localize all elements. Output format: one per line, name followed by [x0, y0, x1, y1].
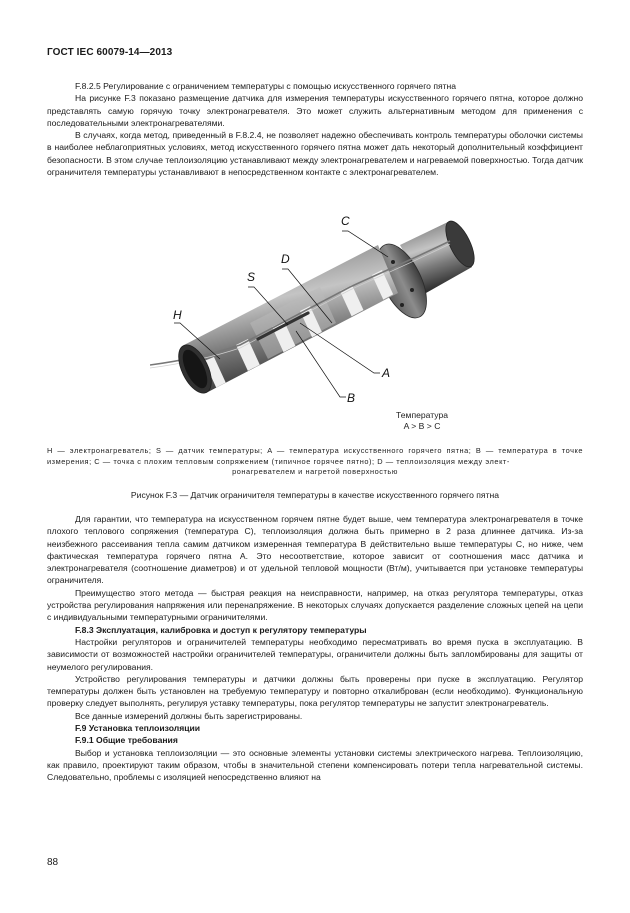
temperature-title: Температура	[396, 410, 449, 420]
paragraph: F.8.2.5 Регулирование с ограничением температуры с помощью искусственного горячего пятна	[75, 81, 457, 91]
paragraph: В случаях, когда метод, приведенный в F.8.2.4, не позволяет надежно обеспечивать контроль температуры оболочки системы в наиболее неблагоприятных условиях, метод искусственного горячего пятна может дать некоторый дополнительный коэффициент безопасности. В этом случае теплоизоляцию устанавливают между электронагревателем и нагреваемой поверхностью. Тогда датчик ограничителя температуры устанавливают в непосредственном контакте с электронагревателем.	[47, 130, 584, 178]
figure-caption: Рисунок F.3 — Датчик ограничителя температуры в качестве искусственного горячего пятна	[130, 490, 500, 500]
paragraph: Устройство регулирования температуры и датчики должны быть проверены при пуске в эксплуатацию. Регулятор температуры должен быть установлен на требуемую температуру и повторно откалиброван (если необходимо). Функциональную проверку следует выполнять, регулируя уставку температуры, пока регулятор температуры не запустит электронагреватель.	[47, 673, 583, 709]
label-d: D	[281, 252, 290, 266]
figure-legend	[47, 446, 583, 478]
label-h: H	[173, 308, 182, 322]
section-heading: F.8.3 Эксплуатация, калибровка и доступ к регулятору температуры	[75, 624, 367, 635]
page-number: 88	[47, 857, 59, 868]
flange-bolt	[400, 303, 404, 307]
label-s: S	[247, 270, 256, 284]
text-block-bottom	[47, 513, 583, 784]
flange-bolt	[391, 260, 395, 264]
text-block-top	[47, 80, 583, 178]
label-b: B	[347, 391, 356, 405]
paragraph: Выбор и установка теплоизоляции — это основные элементы установки системы электрического нагрева. Теплоизоляцию, как правило, проектируют таким образом, чтобы в значительной степени компенсировать потери тепла нагревательной системы. Следовательно, проблемы с изоляцией непосредственно влияют на	[47, 747, 583, 783]
paragraph: Настройки регуляторов и ограничителей температуры необходимо пересматривать во время пуска в эксплуатацию. В зависимости от возможностей настройки ограничителей температуры, ограничители должны быть запломбированы для защиты от неумелого регулирования.	[47, 636, 583, 672]
flange-bolt	[410, 288, 414, 292]
label-c: C	[341, 214, 350, 228]
paragraph: Преимущество этого метода — быстрая реакция на неисправности, например, на отказ регулятора температуры, отказ устройства регулирования напряжения или перенапряжение. В некоторых случаях допускается разделение сложных цепей на цепи с индивидуальными температурными ограничителями.	[47, 587, 583, 623]
standard-header: ГОСТ IEC 60079-14—2013	[47, 47, 173, 58]
paragraph: На рисунке F.3 показано размещение датчика для измерения температуры искусственного горячего пятна, которое должно представлять самую горячую точку электронагревателя. Это может служить альтернативным методом для применения с последовательными электронагревателями.	[47, 93, 583, 128]
figure-f3-heater-pipe	[150, 205, 485, 433]
figure-legend-last: ронагревателем и нагретой поверхностью	[232, 467, 398, 476]
figure-legend-main: H — электронагреватель; S — датчик температуры; A — температура искусственного горячего пятна; B — температура в точке измерения; C — точка с плохим тепловым сопряжением (типичное горячее пятно); D — теплоизоляция между элект-	[47, 446, 583, 466]
label-a: A	[382, 366, 391, 380]
temperature-note	[396, 410, 448, 431]
section-heading: F.9 Установка теплоизоляции	[75, 723, 201, 734]
temperature-relation: A > B > C	[403, 420, 441, 431]
paragraph: Для гарантии, что температура на искусственном горячем пятне будет выше, чем температура электронагревателя в точке плохого теплового сопряжения (температура C), теплоизоляция должна быть примерно в 2 раза длиннее датчика. Из-за неизбежного рассеивания тепла самим датчиком измеренная температура В действительно выше температуры С, но ниже, чем фактическая температура горячего пятна А. Это несоответствие, которое зависит от соотношения масс датчика и электронагревателя (соотношение диаметров) и от удельной тепловой мощности (Вт/м), учитывается при установке температуры ограничителя.	[47, 514, 583, 586]
paragraph: Все данные измерений должны быть зарегистрированы.	[75, 710, 303, 721]
section-heading: F.9.1 Общие требования	[75, 735, 178, 746]
